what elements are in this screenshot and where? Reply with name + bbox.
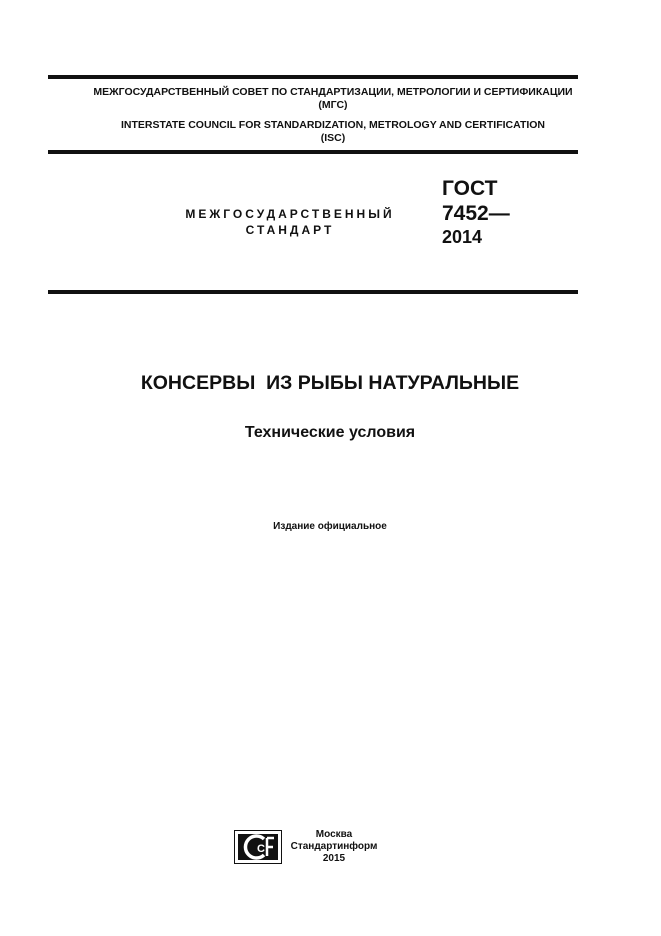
council-en-name: INTERSTATE COUNCIL FOR STANDARDIZATION, METROLOGY AND CERTIFICATION [120, 119, 546, 131]
svg-text:С: С [257, 843, 265, 855]
standard-kind [150, 206, 430, 238]
edition-note: Издание официальное [273, 521, 387, 532]
council-ru-abbr: (МГС) [318, 99, 348, 111]
publisher-year: 2015 [322, 853, 346, 864]
standartinform-logo-icon [234, 830, 282, 864]
top-rule [48, 75, 578, 79]
publisher-block [286, 829, 382, 865]
council-en [48, 119, 618, 145]
council-ru-name: МЕЖГОСУДАРСТВЕННЫЙ СОВЕТ ПО СТАНДАРТИЗАЦИИ, МЕТРОЛОГИИ И СЕРТИФИКАЦИИ [93, 86, 573, 98]
publisher-name: Стандартинформ [290, 841, 378, 852]
standard-kind-line2: СТАНДАРТ [245, 223, 335, 237]
bottom-rule [48, 290, 578, 294]
council-ru [48, 86, 618, 112]
council-en-abbr: (ISC) [320, 132, 346, 144]
publisher-city: Москва [315, 829, 353, 840]
gost-number: 7452— [442, 202, 510, 225]
middle-rule [48, 150, 578, 154]
document-title: КОНСЕРВЫ ИЗ РЫБЫ НАТУРАЛЬНЫЕ [140, 372, 520, 394]
gost-designation [442, 176, 510, 248]
standard-kind-line1: МЕЖГОСУДАРСТВЕННЫЙ [185, 207, 395, 221]
gost-label: ГОСТ [442, 177, 498, 200]
document-subtitle: Технические условия [244, 424, 416, 441]
gost-year: 2014 [442, 227, 483, 247]
